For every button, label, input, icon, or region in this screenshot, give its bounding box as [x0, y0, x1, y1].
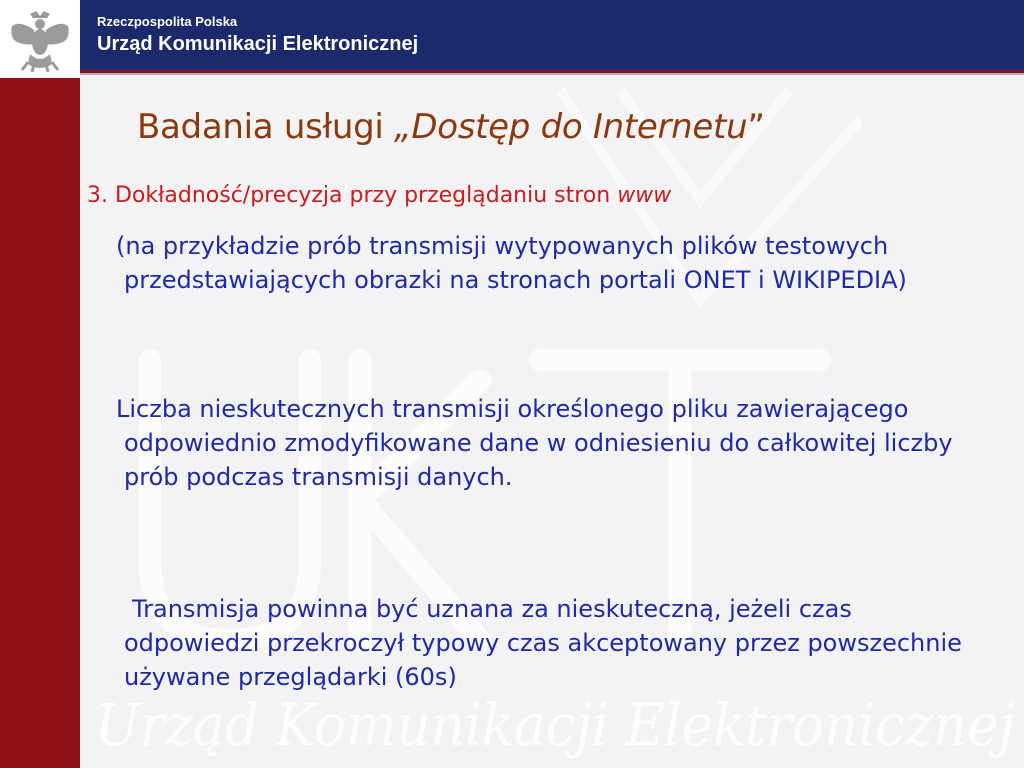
slide-title-suffix: ”	[747, 107, 765, 147]
header-divider-shadow	[80, 73, 1024, 75]
paragraph-definition: Liczba nieskutecznych transmisji określonego pliku zawierającego odpowiednio zmodyfikowane dane w odniesieniu do całkowitej liczby prób podczas transmisji danych.	[116, 395, 953, 491]
header-title: Urząd Komunikacji Elektronicznej	[97, 33, 419, 55]
white-eagle-emblem-icon	[0, 0, 80, 78]
emblem-box	[0, 0, 80, 78]
section-heading-text: 3. Dokładność/precyzja przy przeglądaniu stron	[87, 183, 618, 208]
paragraph-example: (na przykładzie prób transmisji wytypowanych plików testowych przedstawiających obrazki na stronach portali ONET i WIKIPEDIA)	[116, 232, 907, 294]
section-heading-italic: www	[617, 183, 672, 208]
watermark-text: Urząd Komunikacji Elektronicznej	[95, 691, 1016, 759]
section-heading	[87, 183, 671, 208]
header-subtitle: Rzeczpospolita Polska	[97, 14, 238, 29]
left-accent-bar	[0, 0, 80, 768]
slide-title-prefix: Badania usługi	[137, 107, 395, 147]
paragraph-criterion: Transmisja powinna być uznana za nieskuteczną, jeżeli czas odpowiedzi przekroczył typowy czas akceptowany przez powszechnie używane przeglądarki (60s)	[124, 595, 962, 691]
slide-title	[137, 107, 765, 147]
slide-title-italic: „Dostęp do Internetu	[394, 107, 748, 147]
